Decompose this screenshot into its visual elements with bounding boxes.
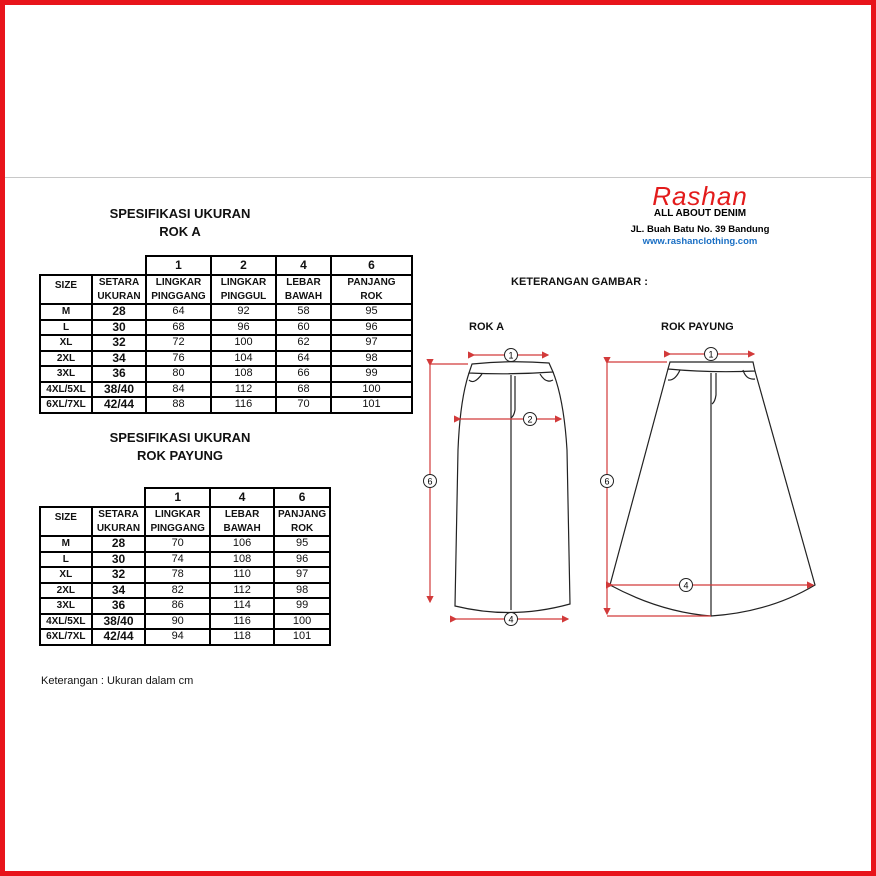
rok-payung-drawing [610, 362, 815, 616]
table-cell: 58 [276, 304, 331, 320]
size-cell: XL [40, 567, 92, 583]
table-cell: 42/44 [92, 397, 146, 413]
table-cell: 72 [146, 335, 211, 351]
table-cell: 100 [211, 335, 276, 351]
table-cell: 118 [210, 629, 274, 645]
table-cell: 110 [210, 567, 274, 583]
size-cell: 3XL [40, 598, 92, 614]
table-cell: 104 [211, 351, 276, 367]
table-cell: 116 [211, 397, 276, 413]
size-cell: 2XL [40, 583, 92, 599]
table-cell: 108 [210, 552, 274, 568]
measure-number: 4 [210, 488, 274, 507]
measure-number: 2 [211, 256, 276, 275]
table-cell: 100 [331, 382, 412, 398]
table-cell: 60 [276, 320, 331, 336]
column-header: SIZE [40, 507, 92, 536]
size-cell: 6XL/7XL [40, 397, 92, 413]
table-cell: 101 [331, 397, 412, 413]
table-cell: 95 [331, 304, 412, 320]
table-cell: 95 [274, 536, 330, 552]
brand-tagline: ALL ABOUT DENIM [653, 208, 747, 219]
units-note: Keterangan : Ukuran dalam cm [41, 675, 194, 687]
brand-address: JL. Buah Batu No. 39 Bandung [630, 224, 770, 235]
table-cell: 36 [92, 366, 146, 382]
diagram-heading: KETERANGAN GAMBAR : [511, 276, 648, 288]
column-header: SIZE [40, 275, 92, 304]
table-cell: 32 [92, 567, 146, 583]
marker-number: 1 [708, 349, 714, 360]
table-cell: 112 [210, 583, 274, 599]
table-cell: 96 [211, 320, 276, 336]
marker-number: 4 [508, 614, 514, 625]
measure-number: 6 [331, 256, 412, 275]
table-cell: 98 [331, 351, 412, 367]
table-cell: 42/44 [92, 629, 146, 645]
table-cell: 28 [92, 304, 146, 320]
measure-number: 1 [145, 488, 210, 507]
table-cell: 88 [146, 397, 211, 413]
rok-a-drawing [455, 362, 570, 613]
marker-number: 6 [427, 476, 433, 487]
column-header: LINGKAR [145, 507, 210, 522]
column-header: UKURAN [92, 522, 146, 537]
table-cell: 78 [145, 567, 210, 583]
table-cell: 64 [146, 304, 211, 320]
marker-number: 4 [683, 580, 689, 591]
title-line: SPESIFIKASI UKURAN [109, 430, 251, 445]
table-cell: 34 [92, 583, 146, 599]
table-cell: 112 [211, 382, 276, 398]
title-line: ROK PAYUNG [137, 448, 223, 463]
table-cell: 96 [331, 320, 412, 336]
table-cell: 70 [276, 397, 331, 413]
table-cell: 36 [92, 598, 146, 614]
table-cell: 68 [276, 382, 331, 398]
table-cell: 106 [210, 536, 274, 552]
table-cell: 108 [211, 366, 276, 382]
table-cell: 82 [145, 583, 210, 599]
table-cell: 66 [276, 366, 331, 382]
column-header: BAWAH [210, 522, 274, 537]
column-header: SETARA [92, 275, 146, 290]
table-cell: 74 [145, 552, 210, 568]
table-cell: 38/40 [92, 614, 146, 630]
table-cell: 32 [92, 335, 146, 351]
table-cell: 114 [210, 598, 274, 614]
column-header: SETARA [92, 507, 146, 522]
table-cell: 90 [145, 614, 210, 630]
table-cell: 116 [210, 614, 274, 630]
column-header: ROK [331, 290, 412, 305]
measure-number: 6 [274, 488, 330, 507]
size-cell: 4XL/5XL [40, 614, 92, 630]
marker-number: 2 [527, 414, 533, 425]
label-rok-payung: ROK PAYUNG [661, 321, 734, 333]
table-cell: 68 [146, 320, 211, 336]
table-cell: 62 [276, 335, 331, 351]
marker-number: 6 [604, 476, 610, 487]
table-cell: 34 [92, 351, 146, 367]
table-cell: 76 [146, 351, 211, 367]
title-line: SPESIFIKASI UKURAN [109, 206, 251, 221]
table-cell: 80 [146, 366, 211, 382]
table-cell: 97 [331, 335, 412, 351]
table-cell: 30 [92, 552, 146, 568]
size-cell: L [40, 552, 92, 568]
brand-logo: Rashan [652, 181, 748, 211]
table-cell: 99 [274, 598, 330, 614]
marker-number: 1 [508, 350, 514, 361]
column-header: PINGGUL [211, 290, 276, 305]
table-cell: 100 [274, 614, 330, 630]
table-cell: 92 [211, 304, 276, 320]
column-header: LINGKAR [146, 275, 211, 290]
title-line: ROK A [159, 224, 201, 239]
size-cell: 2XL [40, 351, 92, 367]
column-header: ROK [274, 522, 330, 537]
size-cell: M [40, 536, 92, 552]
label-rok-a: ROK A [469, 321, 505, 333]
measure-lines [430, 354, 813, 619]
table-cell: 28 [92, 536, 146, 552]
column-header: LINGKAR [211, 275, 276, 290]
table-cell: 99 [331, 366, 412, 382]
table-cell: 96 [274, 552, 330, 568]
size-cell: 3XL [40, 366, 92, 382]
table-cell: 86 [145, 598, 210, 614]
table-cell: 38/40 [92, 382, 146, 398]
table-cell: 30 [92, 320, 146, 336]
table-cell: 98 [274, 583, 330, 599]
size-cell: 4XL/5XL [40, 382, 92, 398]
measure-markers [424, 348, 718, 626]
size-cell: M [40, 304, 92, 320]
brand-website[interactable]: www.rashanclothing.com [642, 236, 758, 247]
column-header: BAWAH [276, 290, 331, 305]
measure-number: 1 [146, 256, 211, 275]
table-cell: 64 [276, 351, 331, 367]
column-header: LEBAR [276, 275, 331, 290]
size-cell: L [40, 320, 92, 336]
column-header: UKURAN [92, 290, 146, 305]
table-cell: 84 [146, 382, 211, 398]
table-cell: 70 [145, 536, 210, 552]
table-cell: 94 [145, 629, 210, 645]
column-header: PINGGANG [145, 522, 210, 537]
column-header: PANJANG [331, 275, 412, 290]
size-cell: 6XL/7XL [40, 629, 92, 645]
measure-number: 4 [276, 256, 331, 275]
column-header: PINGGANG [146, 290, 211, 305]
size-cell: XL [40, 335, 92, 351]
column-header: LEBAR [210, 507, 274, 522]
column-header: PANJANG [274, 507, 330, 522]
table-cell: 101 [274, 629, 330, 645]
table-cell: 97 [274, 567, 330, 583]
